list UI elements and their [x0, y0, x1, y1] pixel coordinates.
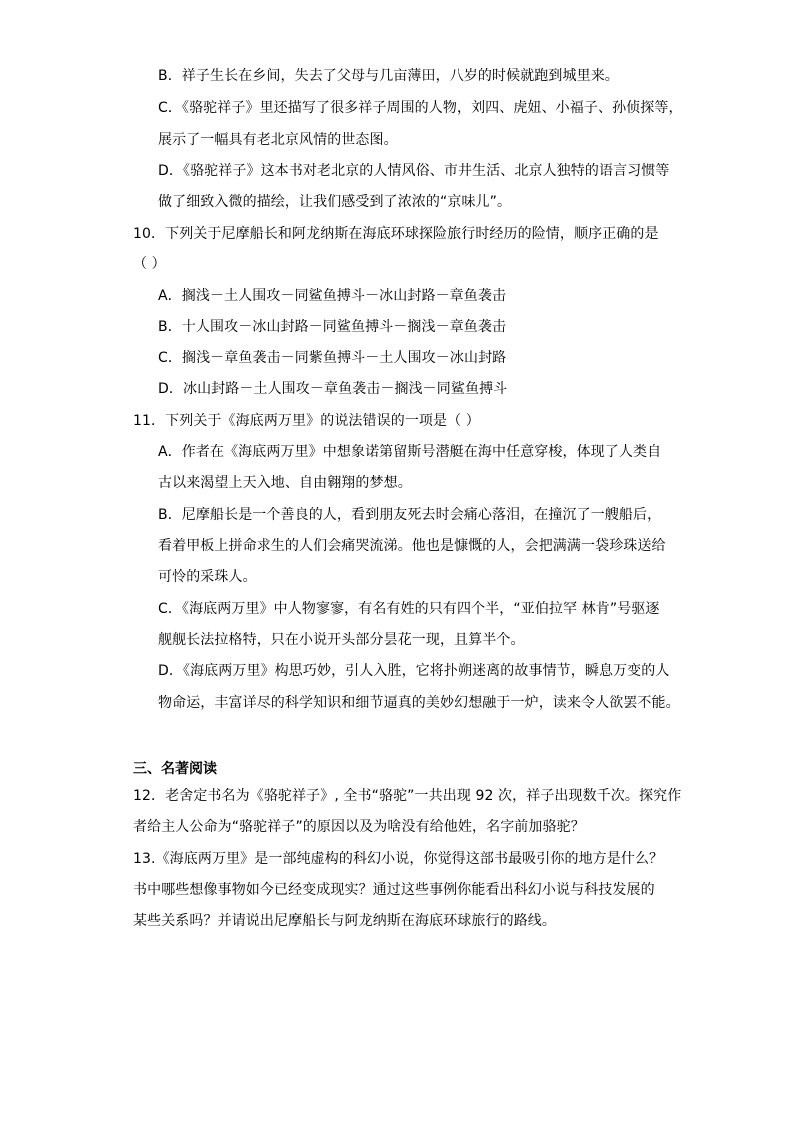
q11-option-c-line1: C．《海底两万里》中人物寥寥，有名有姓的只有四个半，“亚伯拉罕 林肯”号驱逐: [158, 601, 660, 617]
q11-option-d-line2: 物命运，丰富详尽的科学知识和细节逼真的美妙幻想融于一炉，读来令人欲罢不能。: [158, 695, 680, 711]
q11-option-b-line2: 看着甲板上拼命求生的人们会痛哭流涕。他也是慷慨的人，会把满满一袋珍珠送给: [158, 538, 666, 554]
q10-option-c: C．搁浅－章鱼袭击－同紫鱼搏斗－土人围攻－冰山封路: [158, 350, 507, 366]
q13-line1: 13.《海底两万里》是一部纯虚构的科幻小说，你觉得这部书最吸引你的地方是什么？: [133, 851, 664, 867]
q10-option-d: D．冰山封路－土人围攻－章鱼袭击－搁浅－同鲨鱼搏斗: [158, 381, 508, 397]
q11-stem: 11．下列关于《海底两万里》的说法错误的一项是（ ）: [133, 413, 480, 429]
q11-option-d-line1: D．《海底两万里》构思巧妙，引人入胜，它将扑朔迷离的故事情节，瞬息万变的人: [158, 663, 670, 679]
q10-stem-line2: （ ）: [133, 256, 166, 272]
q9-option-c-line1: C．《骆驼祥子》里还描写了很多祥子周围的人物，刘四、虎妞、小福子、孙侦探等，: [158, 100, 683, 116]
q10-option-b: B．十人围攻－冰山封路－同鲨鱼搏斗－搁浅－章鱼袭击: [158, 319, 507, 335]
q11-option-a-line1: A．作者在《海底两万里》中想象诺第留斯号潜艇在海中任意穿梭，体现了人类自: [158, 444, 662, 460]
q9-option-c-line2: 展示了一幅具有老北京风情的世态图。: [158, 132, 398, 148]
q10-option-a: A．搁浅－土人围攻－同鲨鱼搏斗－冰山封路－章鱼袭击: [158, 288, 507, 304]
q11-option-b-line1: B．尼摩船长是一个善良的人，看到朋友死去时会痛心落泪，在撞沉了一艘船后，: [158, 507, 662, 523]
section-three-heading: 三、名著阅读: [133, 761, 217, 777]
q9-option-d-line2: 做了细致入微的描绘，让我们感受到了浓浓的“京味儿”。: [158, 194, 512, 210]
q11-option-c-line2: 舰舰长法拉格特，只在小说开头部分昙花一现，且算半个。: [158, 632, 525, 648]
q12-line1: 12．老舍定书名为《骆驼祥子》, 全书“骆驼”一共出现 92 次，祥子出现数千次。探究作: [133, 788, 682, 804]
q13-line3: 某些关系吗？并请说出尼摩船长与阿龙纳斯在海底环球旅行的路线。: [133, 913, 556, 929]
q10-stem-line1: 10．下列关于尼摩船长和阿龙纳斯在海底环球探险旅行时经历的险情，顺序正确的是: [133, 226, 659, 242]
q9-option-b: B．祥子生长在乡间，失去了父母与几亩薄田，八岁的时候就跑到城里来。: [158, 68, 619, 84]
q13-line2: 书中哪些想像事物如今已经变成现实？通过这些事例你能看出科幻小说与科技发展的: [133, 882, 655, 898]
q11-option-b-line3: 可怜的采珠人。: [158, 569, 257, 585]
q11-option-a-line2: 古以来渴望上天入地、自由翱翔的梦想。: [158, 475, 412, 491]
q9-option-d-line1: D．《骆驼祥子》这本书对老北京的人情风俗、市井生活、北京人独特的语言习惯等: [158, 163, 670, 179]
q12-line2: 者给主人公命为“骆驼祥子”的原因以及为啥没有给他姓，名字前加骆驼？: [133, 819, 585, 835]
